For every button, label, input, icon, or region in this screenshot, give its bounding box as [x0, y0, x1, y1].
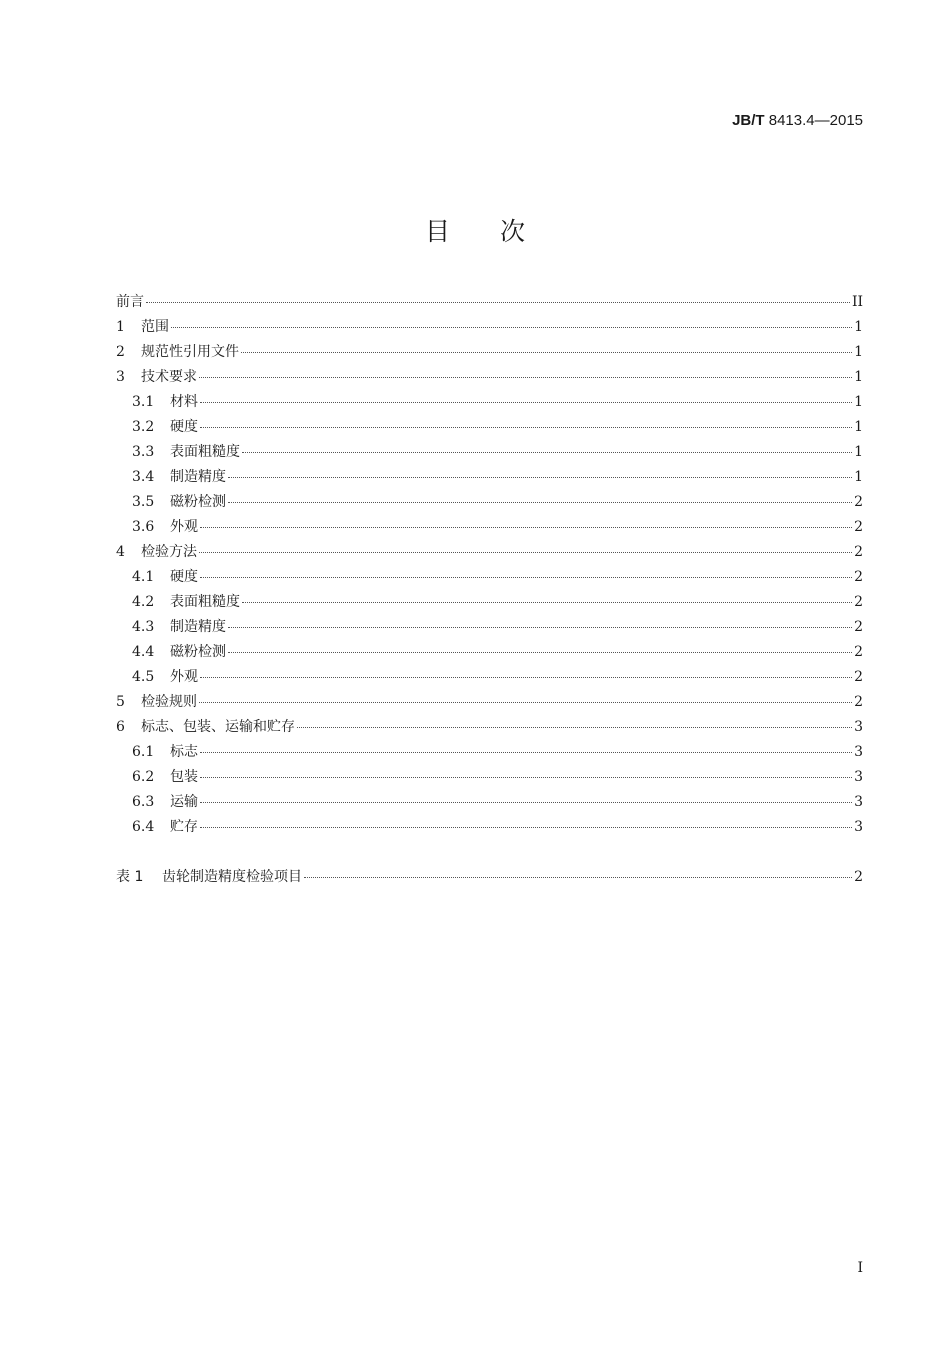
toc-subentry[interactable]: [116, 640, 863, 665]
toc-entry-page: 1: [854, 344, 863, 360]
leader-dots: [228, 627, 852, 628]
toc-entry-number: 3.5: [132, 494, 155, 510]
toc-entry-number: 5: [116, 694, 125, 710]
toc-entry-label: 外观: [170, 519, 198, 535]
toc-entry-page: 1: [854, 419, 863, 435]
leader-dots: [200, 777, 852, 778]
toc-entry-label: 材料: [170, 394, 198, 410]
toc-entry-page: 2: [854, 594, 863, 610]
toc-entry-page: 2: [854, 519, 863, 535]
leader-dots: [146, 302, 850, 303]
toc-entry-page: 1: [854, 394, 863, 410]
toc-entry-page: 2: [854, 569, 863, 585]
toc-entry-label: 包装: [170, 769, 198, 785]
toc-entry-number: 3: [116, 369, 125, 385]
toc-entry-label: 标志: [170, 744, 198, 760]
leader-dots: [199, 702, 852, 703]
toc-subentry[interactable]: [116, 490, 863, 515]
toc-subentry[interactable]: [116, 615, 863, 640]
toc-subentry[interactable]: [116, 765, 863, 790]
leader-dots: [200, 827, 852, 828]
toc-entry[interactable]: [116, 340, 863, 365]
leader-dots: [228, 652, 852, 653]
toc-entry-foreword[interactable]: [116, 290, 863, 315]
toc-entry-number: 3.4: [132, 469, 155, 485]
toc-entry-label: 外观: [170, 669, 198, 685]
leader-dots: [200, 752, 852, 753]
leader-dots: [228, 477, 852, 478]
standard-code: 8413.4—2015: [768, 112, 863, 129]
toc-entry-number: 6.4: [132, 819, 155, 835]
toc-subentry[interactable]: [116, 815, 863, 840]
toc-entry-label: 表面粗糙度: [170, 594, 240, 610]
toc-entry-number: 4: [116, 544, 125, 560]
toc-entry-label: 运输: [170, 794, 198, 810]
toc-entry-page: 1: [854, 319, 863, 335]
toc-entry-page: 3: [854, 769, 863, 785]
toc-subentry[interactable]: [116, 440, 863, 465]
toc-subentry[interactable]: [116, 565, 863, 590]
toc-entry-page: 3: [854, 744, 863, 760]
toc-table-number: 表 1: [116, 869, 144, 885]
toc-entry-number: 6.2: [132, 769, 155, 785]
leader-dots: [304, 877, 852, 878]
toc-entry-page: 2: [854, 694, 863, 710]
standard-prefix: JB/T: [732, 112, 765, 129]
toc-entry-page: 1: [854, 444, 863, 460]
toc-entry-number: 3.3: [132, 444, 155, 460]
toc-entry-page: 2: [854, 619, 863, 635]
toc-entry[interactable]: [116, 690, 863, 715]
toc-entry-page: 2: [854, 669, 863, 685]
toc-entry-label: 检验方法: [141, 544, 197, 560]
page-title: 目次: [424, 217, 575, 246]
toc-subentry[interactable]: [116, 790, 863, 815]
toc-entry-label: 规范性引用文件: [141, 344, 239, 360]
page-number: I: [857, 1260, 863, 1276]
toc-table-label: 齿轮制造精度检验项目: [162, 869, 302, 885]
toc-entry-number: 4.4: [132, 644, 155, 660]
toc-subentry[interactable]: [116, 465, 863, 490]
toc-table-entry[interactable]: [116, 865, 863, 890]
toc-entry-label: 范围: [141, 319, 169, 335]
toc-entry-label: 制造精度: [170, 469, 226, 485]
toc-subentry[interactable]: [116, 665, 863, 690]
leader-dots: [228, 502, 852, 503]
toc-subentry[interactable]: [116, 740, 863, 765]
toc-entry-page: 1: [854, 469, 863, 485]
toc-entry-number: 6.1: [132, 744, 155, 760]
toc-entry-label: 技术要求: [141, 369, 197, 385]
toc-entry-label: 磁粉检测: [170, 494, 226, 510]
leader-dots: [171, 327, 852, 328]
leader-dots: [199, 552, 852, 553]
toc-entry-number: 3.2: [132, 419, 155, 435]
toc-entry[interactable]: [116, 715, 863, 740]
toc-entry-number: 6.3: [132, 794, 155, 810]
toc-entry-number: 4.3: [132, 619, 155, 635]
toc-subentry[interactable]: [116, 390, 863, 415]
leader-dots: [200, 677, 852, 678]
leader-dots: [200, 427, 852, 428]
toc-entry-label: 硬度: [170, 569, 198, 585]
toc-entry-label: 贮存: [170, 819, 198, 835]
toc-table-page: 2: [854, 869, 863, 885]
leader-dots: [200, 402, 852, 403]
toc-entry-page: 1: [854, 369, 863, 385]
toc-entry-page: 3: [854, 819, 863, 835]
toc-subentry[interactable]: [116, 415, 863, 440]
toc-entry-label: 前言: [116, 294, 144, 310]
leader-dots: [200, 577, 852, 578]
toc-entry-label: 检验规则: [141, 694, 197, 710]
toc-entry-label: 标志、包装、运输和贮存: [141, 719, 295, 735]
toc-entry-label: 表面粗糙度: [170, 444, 240, 460]
toc-entry-number: 3.6: [132, 519, 155, 535]
toc-entry[interactable]: [116, 540, 863, 565]
toc-entry-label: 磁粉检测: [170, 644, 226, 660]
leader-dots: [241, 352, 852, 353]
toc-entry-page: 3: [854, 794, 863, 810]
toc-entry-label: 硬度: [170, 419, 198, 435]
leader-dots: [200, 802, 852, 803]
toc-entry-number: 3.1: [132, 394, 155, 410]
leader-dots: [199, 377, 852, 378]
leader-dots: [242, 452, 852, 453]
toc-entry-page: 2: [854, 494, 863, 510]
toc-entry-number: 2: [116, 344, 125, 360]
toc-entry-page: 2: [854, 644, 863, 660]
toc-entry-number: 4.1: [132, 569, 155, 585]
toc-entry-number: 4.2: [132, 594, 155, 610]
leader-dots: [242, 602, 852, 603]
toc-subentry[interactable]: [116, 590, 863, 615]
toc-entry-page: II: [851, 294, 863, 310]
toc-entry-number: 4.5: [132, 669, 155, 685]
toc-entry-page: 3: [854, 719, 863, 735]
toc-entry[interactable]: [116, 365, 863, 390]
leader-dots: [200, 527, 852, 528]
toc-entry-number: 1: [116, 319, 125, 335]
table-of-contents: [116, 290, 863, 890]
toc-entry-number: 6: [116, 719, 125, 735]
toc-entry-page: 2: [854, 544, 863, 560]
toc-entry[interactable]: [116, 315, 863, 340]
standard-number: [732, 112, 863, 129]
toc-subentry[interactable]: [116, 515, 863, 540]
toc-entry-label: 制造精度: [170, 619, 226, 635]
leader-dots: [297, 727, 852, 728]
